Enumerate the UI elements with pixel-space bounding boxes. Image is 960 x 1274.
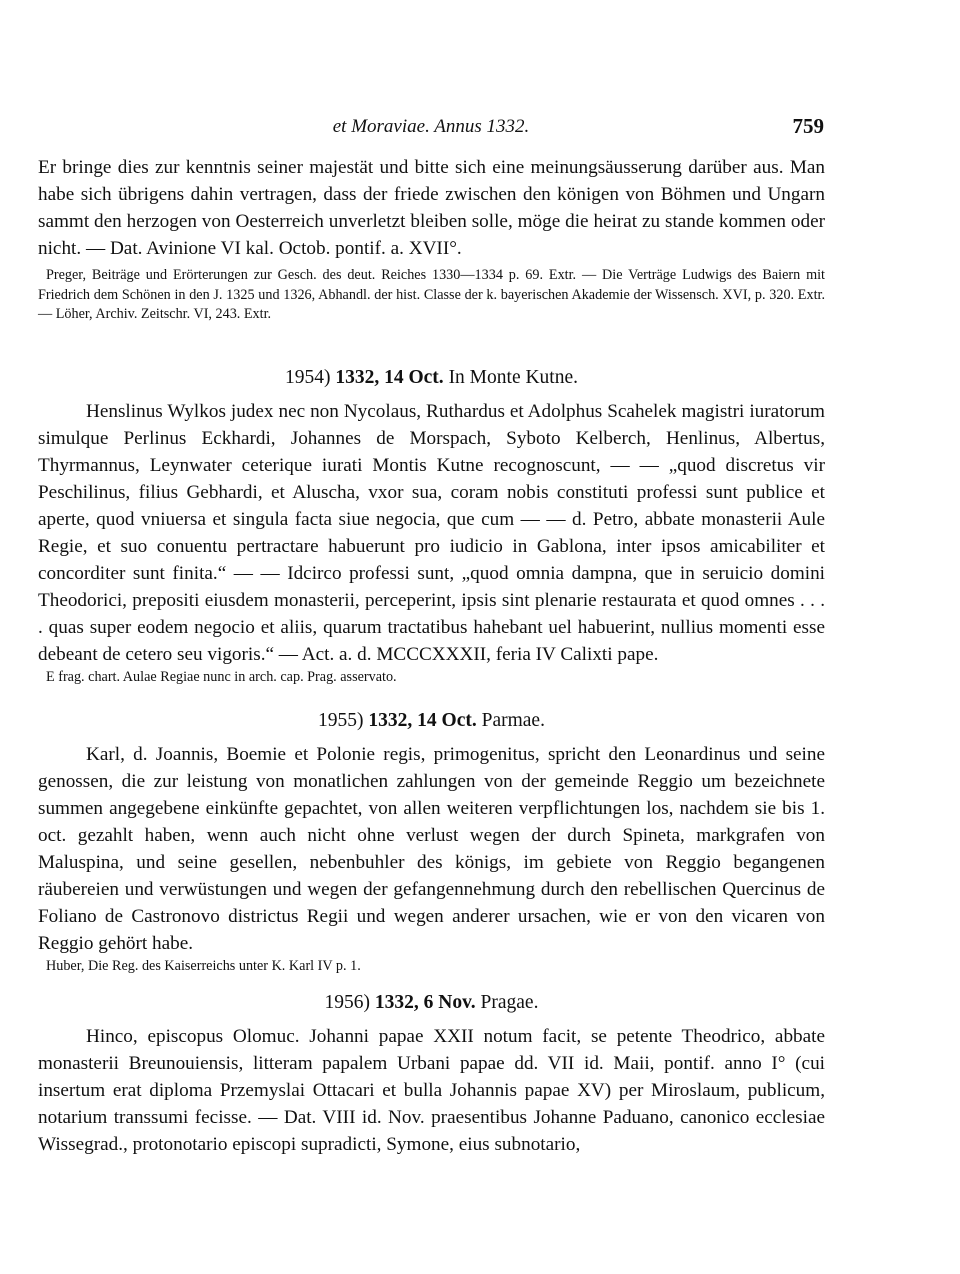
- intro-paragraph: Er bringe dies zur kenntnis seiner majestät und bitte sich eine meinungsäusserung darüber aus. Man habe sich übrigens dahin vertragen, dass der friede zwischen den königen von Böhmen und Ungarn sammt den herzogen von Oesterreich unverletzt bleiben solle, möge die heirat zu stande kommen oder nicht. — Dat. Avinione VI kal. Octob. pontif. a. XVII°.: [38, 157, 825, 259]
- entry-heading: [38, 990, 825, 1016]
- entry-note: Huber, Die Reg. des Kaiserreichs unter K. Karl IV p. 1.: [46, 958, 361, 974]
- entry-paragraph: Henslinus Wylkos judex nec non Nycolaus, Ruthardus et Adolphus Scahelek magistri iuratorum simulque Perlinus Eckhardi, Johannes de Morspach, Syboto Kelberch, Henlinus, Albertus, Thyrmannus, Leynwater ceterique iurati Montis Kutne recognoscunt, — — „quod discretus vir Peschilinus, filius Gebhardi, et Aluscha, vxor sua, coram nobis constituti professi sunt publice et aperte, quod vniuersa et singula facta siue negocia, que cum — — d. Petro, abbate monasterii Aule Regie, et suo conuentu pertractare habuerunt pro iudicio in Gablona, inter ipsos amicabiliter et concorditer sunt finita.“ — — Idcirco professi sunt, „quod omnia dampna, que in seruicio domini Theodorici, prepositi eiusdem monasterii, perceperint, ipsis sint plenarie restaurata et quod omnes . . . . quas super eodem negocio et aliis, quarum tractatibus hahebant uel habuerint, nullius momenti esse debeant de cetero seu vigoris.“ — Act. a. d. MCCCXXXII, feria IV Calixti pape.: [38, 401, 825, 665]
- entry-number: 1955): [318, 710, 364, 731]
- entry-date: 1332, 14 Oct.: [368, 710, 477, 731]
- entry-heading: [38, 365, 825, 391]
- entry-number: 1956): [324, 992, 371, 1013]
- entry-place: Pragae.: [480, 992, 539, 1013]
- page-number: 759: [792, 114, 824, 138]
- entry-paragraph: Karl, d. Joannis, Boemie et Polonie regis, primogenitus, spricht den Leonardinus und seine genossen, die zur leistung von monatlichen zahlungen von der gemeinde Reggio um bezeichnete summen angegebene einkünfte gepachtet, von allen weiteren verpflichtungen los, nachdem sie bis 1. oct. gezahlt haben, wenn auch nicht ohne verlust wegen der durch Spineta, markgrafen von Maluspina, und seine gesellen, nebenbuhler des königs, im gebiete von Reggio begangenen räubereien und verwüstungen und wegen der gefangennehmung durch den rebellischen Quercinus de Foliano de Castronovo districtus Regii und wegen anderer ursachen, wie er von den vicaren von Reggio gehört habe.: [38, 744, 825, 954]
- page-header: [38, 114, 824, 140]
- intro-note: Preger, Beiträge und Erörterungen zur Gesch. des deut. Reiches 1330—1334 p. 69. Extr. — Die Verträge Ludwigs des Baiern mit Friedrich dem Schönen in den J. 1325 und 1326, Abhandl. der hist. Classe der k. bayerischen Akademie der Wissensch. XVI, p. 320. Extr. — Löher, Archiv. Zeitschr. VI, 243. Extr.: [38, 267, 825, 322]
- entry-1955: [38, 708, 825, 976]
- entry-paragraph: Hinco, episcopus Olomuc. Johanni papae XXII notum facit, se petente Theodrico, abbate monasterii Breunouiensis, litteram papalem Urbani papae dd. VII id. Maii, pontif. anno I° (cui insertum erat diploma Przemyslai Ottacari et bulla Johannis papae XV) per Miroslaum, publicum, notarium transsumi fecisse. — Dat. VIII id. Nov. praesentibus Johanne Paduano, canonico ecclesiae Wissegrad., protonotario episcopi supradicti, Symone, eius subnotario,: [38, 1026, 825, 1155]
- entry-1956: [38, 990, 825, 1158]
- entry-note: E frag. chart. Aulae Regiae nunc in arch. cap. Prag. asservato.: [46, 669, 397, 685]
- entry-date: 1332, 6 Nov.: [374, 992, 476, 1013]
- entry-number: 1954): [284, 367, 331, 388]
- entry-place: In Monte Kutne.: [448, 367, 578, 388]
- intro-section: [38, 154, 825, 325]
- running-title: et Moraviae. Annus 1332.: [332, 116, 530, 137]
- entry-heading: [38, 708, 825, 734]
- entry-place: Parmae.: [481, 710, 545, 731]
- entry-1954: [38, 365, 825, 687]
- entry-date: 1332, 14 Oct.: [335, 367, 444, 388]
